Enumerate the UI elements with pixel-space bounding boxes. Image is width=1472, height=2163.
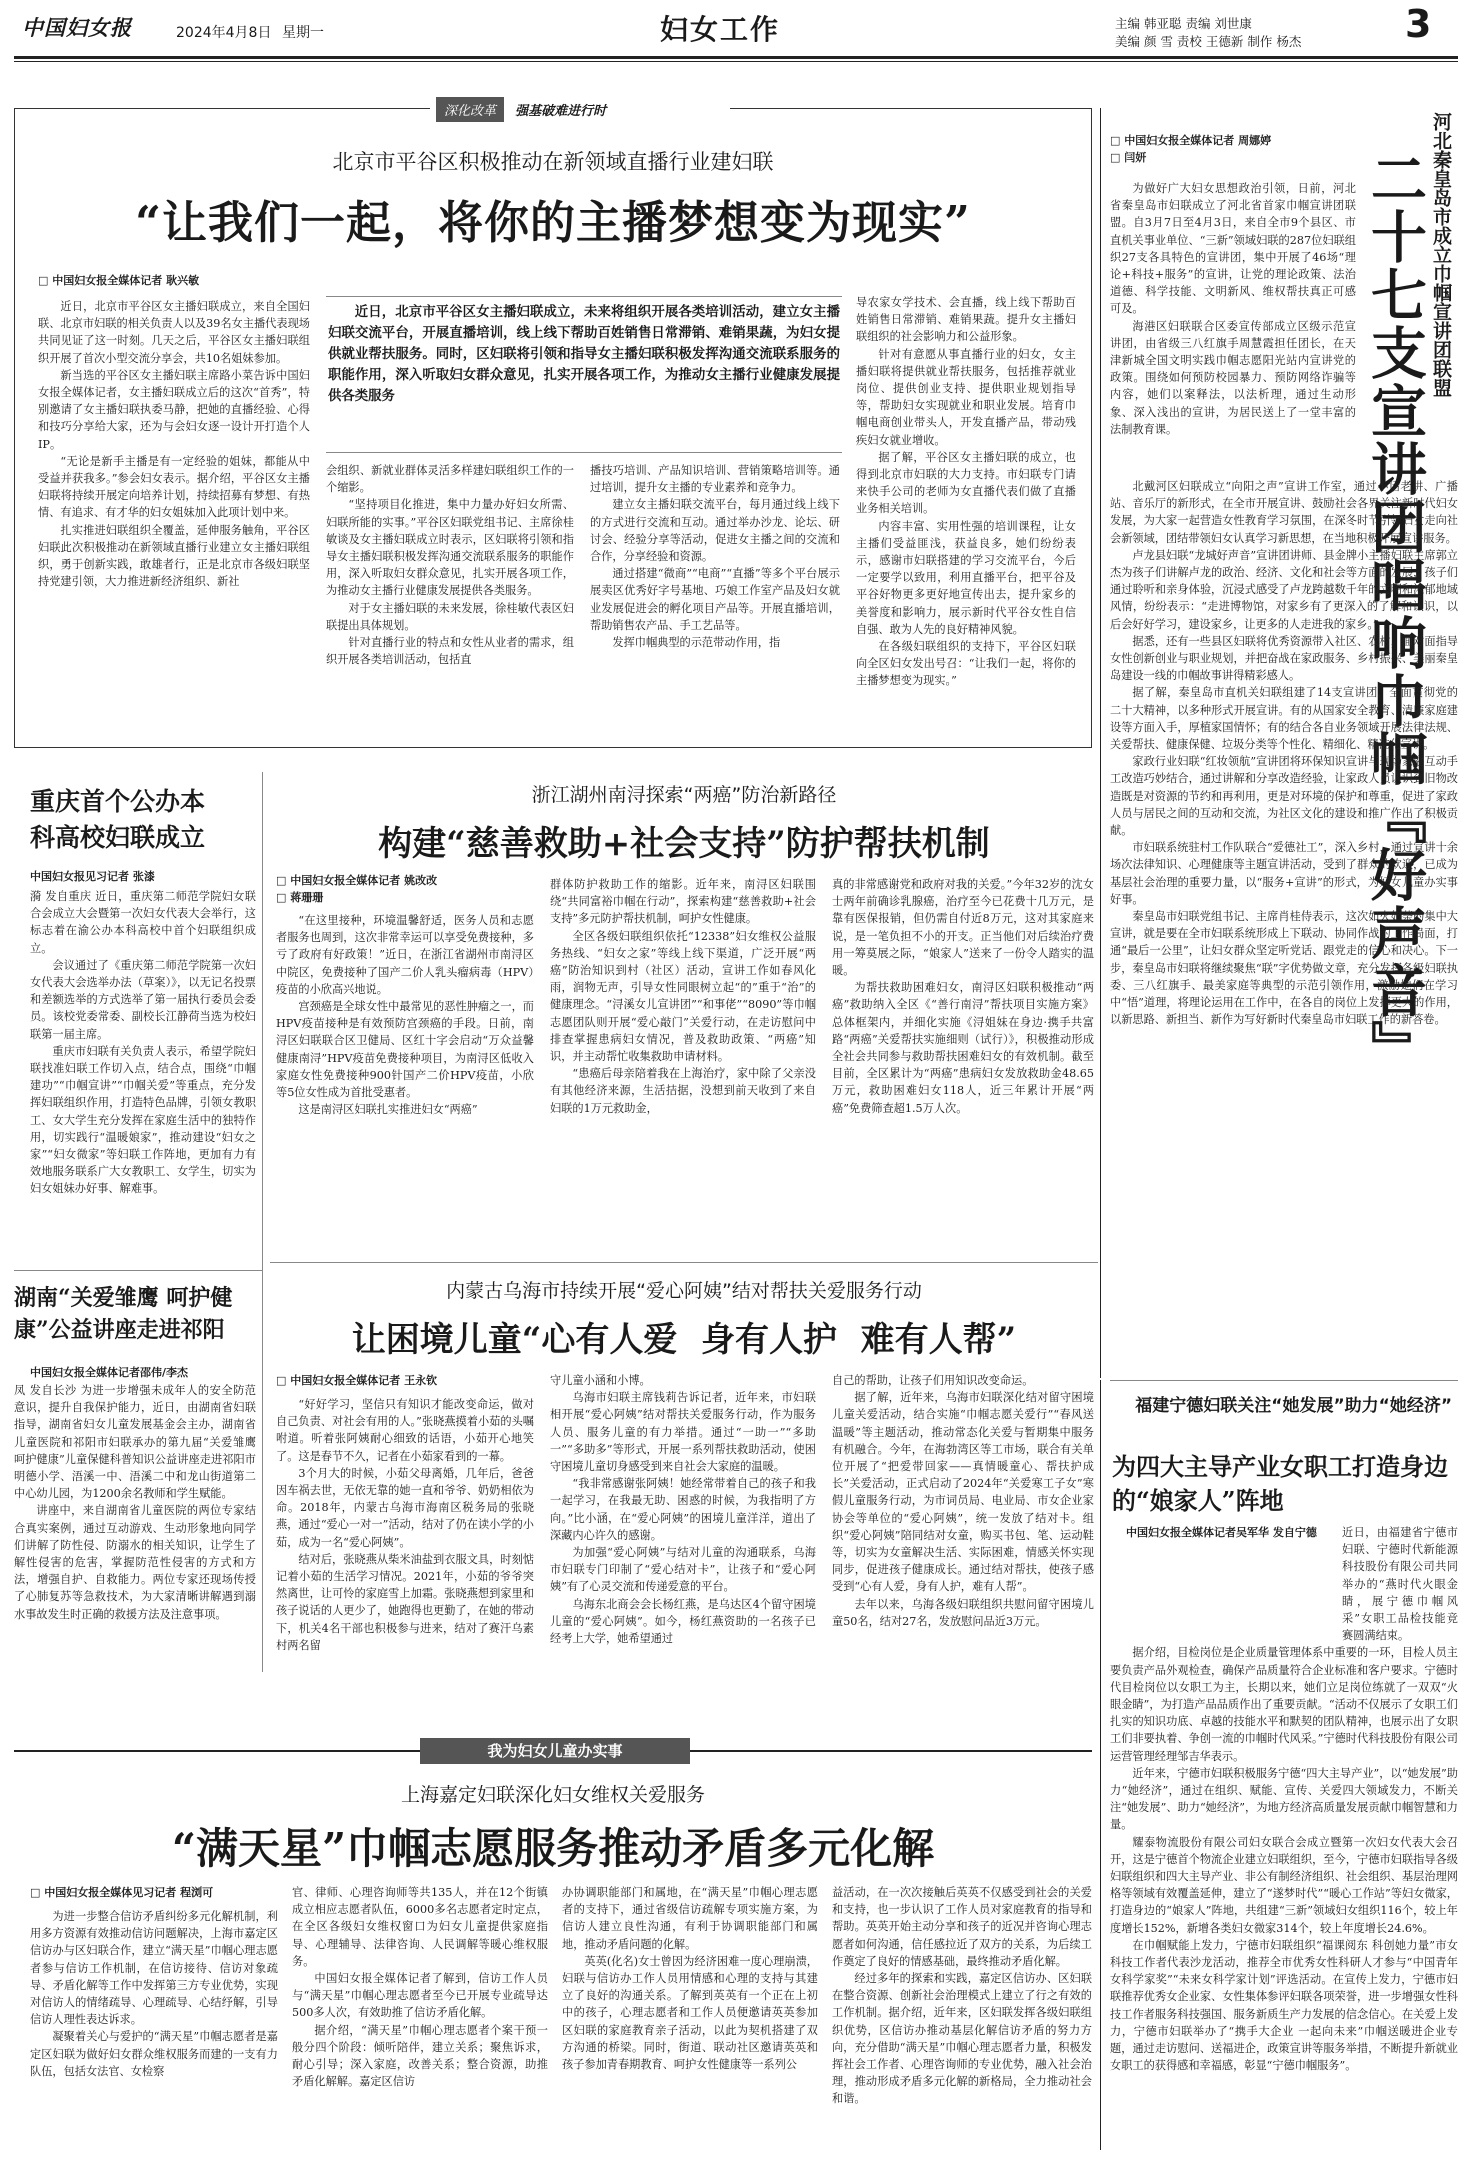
byline-square-icon: □ xyxy=(38,274,53,287)
masthead-weekday: 星期一 xyxy=(282,25,324,41)
a4-subtitle: 浙江湖州南浔探索“两癌”防治新路径 xyxy=(531,784,837,806)
a6-rule xyxy=(270,1262,1098,1263)
a5-body: 凤 发自长沙 为进一步增强未成年人的安全防范意识，提升自我保护能力，近日，由湖南省妇联指导，湖南省妇女儿童发展基金会主办，湖南省儿童医院和祁阳市妇联承办的第九届“关爱雏鹰 呵护健康”儿童保健科普知识公益讲座走进祁阳市明德小学、浯溪一中、浯溪二中和龙山街道第二中心幼儿园，为1200余名教师和学生赋能。 讲座中，来自湖南省儿童医院的两位专家结合真实案例，通过互动游戏、生动形象地向同学们讲解了防性侵、防溺水的相关知识，让学生了解性侵害的危害，掌握防范性侵害的方式和方法，增强自护、自救能力。两位专家还现场传授了心肺复苏等急救技术，为大家清晰讲解遇到溺水事故发生时正确的救援方法及注意事项。 xyxy=(14,1384,256,1621)
a2-body-lower: 北戴河区妇联成立“向阳之声”宣讲工作室，通过小话老讲、广播站、音乐厅的新形式，在全市开展宣讲、鼓励社会各界关注新时代妇女发展，为大家一起营造女性教育学习氛围，在深冬时节引领妇女走向社会新领域，团结带领妇女认真学习新思想，在当地积极开展宣讲服务。 卢龙县妇联“龙城好声音”宣讲团讲师、县金牌小主播妇联主席郭立杰为孩子们讲解卢龙的政治、经济、文化和社会等方面的发展，孩子们通过聆听和亲身体验，沉浸式感受了卢龙跨越数千年的文明和浓郁地域风情，纷纷表示：“走进博物馆，对家乡有了更深入的了解和认识，以后会好好学习，建设家乡，让更多的人走进我的家乡。” 据悉，还有一些县区妇联将优秀资源带入社区、农村，面对面指导女性创新创业与职业规划，并把奋战在家政服务、乡村振兴、美丽秦皇岛建设一线的巾帼故事讲得精彩感人。 据了解，秦皇岛市直机关妇联组建了14支宣讲团，全面贯彻党的二十大精神，以多种形式开展宣讲。有的从国家安全教育、清廉家庭建设等方面入手，厚植家国情怀；有的结合各自业务领域开展法律法规、关爱帮扶、健康保健、垃圾分类等个性化、精细化、精准化宣讲。 家政行业妇联“红妆领航”宣讲团将环保知识宣讲与现场家庭互动手工改造巧妙结合，通过讲解和分享改造经验，让家政人员认识到旧物改造既是对资源的节约和再利用，更是对环境的保护和尊重，促进了家政人员与居民之间的互动和交流，为社区文化的建设和推广作出了积极贡献。 市妇联系统驻村工作队联合“爱德社工”，深入乡村，通过宣讲十余场次法律知识、心理健康等主题宣讲活动，受到了群众的欢迎，已成为基层社会治理的重要力量，以“服务+宣讲”的形式，为妇女儿童办实事好事。 秦皇岛市妇联党组书记、主席肖桂侍表示，这次如火如荼的集中大宣讲，就是要在全市妇联系统形成上下联动、协同作战的工作局面，打通“最后一公里”，让妇女群众坚定听党话、跟党走的信心和决心。下一步，秦皇岛市妇联将继续聚焦“联”字优势做文章，充分发挥各级妇联执委、三八红旗手、最美家庭等典型的示范引领作用，激励她们在学习中“悟”道理，将理论运用在工作中，在各自的岗位上发挥更大的作用，以新思路、新担当、新作为写好新时代秦皇岛市妇联工作的新答卷。 xyxy=(1110,480,1458,1027)
editor-credits-line2: 美编 颜 雪 责校 王德新 制作 杨杰 xyxy=(1115,34,1302,49)
a8-byline: □ 中国妇女报全媒体见习记者 程浏可 xyxy=(30,1886,214,1899)
a7-subtitle: 福建宁德妇联关注“她发展”助力“她经济” xyxy=(1135,1396,1452,1416)
masthead-rule xyxy=(14,56,1458,59)
a4-byline: □ 中国妇女报全媒体记者 姚改改 □ 蒋珊珊 xyxy=(276,874,438,904)
a3-title: 重庆首个公办本科高校妇联成立 xyxy=(30,787,206,852)
a2-title-vertical: 二十七支宣讲团唱响巾帼『好声音』 xyxy=(1362,150,1428,1078)
masthead xyxy=(0,0,1472,56)
a6-col2: 守儿童小涵和小博。 乌海市妇联主席钱莉告诉记者，近年来，市妇联相开展“爱心阿姨”结对帮扶关爱服务行动，作为服务人员、服务儿童的有力举措。通过“一助一”“多助一”“多助多”等形式，开展一系列帮扶救助活动，使困守困境儿童切身感受到来自社会大家庭的温暖。 “我非常感谢张阿姨！她经常带着自己的孩子和我一起学习，在我最无助、困惑的时候，为我指明了方向。”比小涵，在“爱心阿姨”的困境儿童洋洋，道出了深藏内心许久的感谢。 为加强“爱心阿姨”与结对儿童的沟通联系，乌海市妇联专门印制了“爱心结对卡”，让孩子和“爱心阿姨”有了心灵交流和传递爱意的平台。 乌海东北商会会长杨红燕，是乌达区4个留守困境儿童的“爱心阿姨”。如今，杨红燕资助的一名孩子已经考上大学，她希望通过 xyxy=(550,1374,816,1646)
byline-square-icon: □ xyxy=(276,891,291,904)
a6-subtitle: 内蒙古乌海市持续开展“爱心阿姨”结对帮扶关爱服务行动 xyxy=(446,1280,922,1302)
a1-col1: 近日，北京市平谷区女主播妇联成立，来自全国妇联、北京市妇联的相关负责人以及39名女主播代表现场共同见证了这一时刻。几天之后，平谷区女主播妇联组织开展了首次小型交流分享会，共10名姐妹参加。 新当选的平谷区女主播妇联主席路小菜告诉中国妇女报全媒体记者，女主播妇联成立后的这次“首秀”，特别邀请了女主播妇联执委马静，把她的直播经验、心得和技巧分享给大家，还为与会妇女逐一设计开打造个人IP。 “无论是新手主播是有一定经验的姐妹，都能从中受益并获我多。”参会妇女表示。据介绍，平谷区女主播妇联将持续开展定向培养计划，持续招募有梦想、有热情、有追求、有才华的妇女姐妹加入此项计划中来。 扎实推进妇联组织全覆盖，延伸服务触角，平谷区妇联此次积极推动在新领域直播行业建立女主播妇联组织，勇于创新实践，敢雄者行，正是北京市各级妇联坚持党建引领，大力推进新经济组织、新社 xyxy=(38,300,310,589)
a4-col2: 群体防护救助工作的缩影。近年来，南浔区妇联围绕“共同富裕巾帼在行动”，探索构建“慈善救助+社会支持”多元防护帮扶机制，呵护女性健康。 全区各级妇联组织依托“12338”妇女维权公益服务热线、“妇女之家”等线上线下渠道，广泛开展“两癌”防治知识到村（社区）活动，宣讲工作如春风化雨，润物无声，引导女性同眼树立起“的”重于“治”的健康理念。“浔溪女儿宣讲团”“和事佬”“8090”等巾帼志愿团队则开展“爱心敲门”关爱行动，在走访慰问中排查掌握患病妇女情况，普及救助政策、“两癌”知识，并主动帮忙收集救助申请材料。 “患癌后母亲陪着我在上海治疗，家中除了父亲没有其他经济来源，生活拮据，没想到前天收到了来自妇联的1万元救助金， xyxy=(550,878,816,1115)
editor-credits-line1: 主编 韩亚聪 责编 刘世康 xyxy=(1115,16,1252,31)
kicker-box xyxy=(430,97,730,121)
a5-title: 湖南“关爱雏鹰 呵护健康”公益讲座走进祁阳 xyxy=(14,1285,233,1343)
a5-byline: 中国妇女报全媒体记者邵伟/李杰 xyxy=(30,1366,189,1379)
a8-col1: 为进一步整合信访矛盾纠纷多元化解机制，利用多方资源有效推动信访问题解决，上海市嘉定区信访办与区妇联合作，建立“满天星”巾帼心理志愿者参与信访工作机制，在信访接待、信访对象疏导、矛盾化解等工作中发挥第三方专业优势，实现对信访人的情绪疏导、心理疏导、心结纾解，引导信访人理性表达诉求。 凝聚着关心与爱护的“满天星”巾帼志愿者是嘉定区妇联为做好妇女群众维权服务而建的一支有力队伍，包括女法官、女检察 xyxy=(30,1910,278,2078)
a2-byline: □ 中国妇女报全媒体记者 周娜婷 □ 闫妍 xyxy=(1110,134,1272,164)
a6-col3: 自己的帮助，让孩子们用知识改变命运。 据了解，近年来，乌海市妇联深化结对留守困境儿童关爱活动，结合实施“巾帼志愿关爱行”“春风送温暖”等主题活动，推动常态化关爱与暂期集中服务有机融合。今年，在海勃湾区等工市场，联合有关单位开展了“把爱带回家——真情暖童心、帮扶护成长”关爱活动，正式启动了2024年“关爱寒工子女”寒假儿童服务行动，为市词员局、电业局、市女企业家协会等单位的“爱心阿姨”，统一发放了结对卡。组织“爱心阿姨”陪同结对女童，购买书包、笔、运动鞋等，切实为女童解决生活、实际困难，情感关怀实现同步，促进孩子健康成长。通过结对帮扶，使孩子感受到“心有人爱，身有人护，难有人帮”。 去年以来，乌海各级妇联组织共慰问留守困境儿童50名，结对27名，发放慰问品近3万元。 xyxy=(832,1374,1094,1628)
a1-summary-rule-bottom xyxy=(326,452,842,453)
page-number: 3 xyxy=(1405,2,1432,46)
a7-title: 为四大主导产业女职工打造身边的“娘家人”阵地 xyxy=(1112,1452,1448,1515)
a1-col3: 播技巧培训、产品知识培训、营销策略培训等。通过培训，提升女主播的专业素养和竞争力。 建立女主播妇联交流平台，每月通过线上线下的方式进行交流和互动。通过举办沙龙、论坛、研讨会、经验分享等活动，促进女主播之间的交流和合作，分享经验和资源。 通过搭建“微商”“电商”“直播”等多个平台展示展卖区优秀好字号基地、巧娘工作室产品及妇女就业发展促进会的孵化项目产品等。开展直播培训，帮助销售农产品、手工艺品等。 发挥巾帼典型的示范带动作用，指 xyxy=(590,464,840,650)
section-title: 妇女工作 xyxy=(660,13,781,46)
masthead-logo: 中国妇女报 xyxy=(22,15,132,40)
a6-col1: “好好学习，坚信只有知识才能改变命运，做对自己负责、对社会有用的人。”张晓燕摸着小茹的头嘱咐道。听着张阿姨耐心细致的话语，小茹开心地笑了。这是春节不久，记者在小茹家看到的一幕。 3个月大的时候，小茹父母离婚，几年后，爸爸因车祸去世，无依无靠的她一直和爷爷、奶奶相依为命。2018年，内蒙古乌海市海南区税务局的张晓燕，通过“爱心一对一”活动，结对了仍在读小学的小茹，成为一名“爱心阿姨”。 结对后，张晓燕从柴米油盐到衣服文具，时刻惦记着小茹的生活学习情况。2021年，小茹的爷爷突然离世，让可怜的家庭雪上加霜。张晓燕想到家里和孩子说话的人更少了，她跑得也更勤了，在她的带动下，机关4名干部也积极参与进来，结对了赛汗乌素村两名留 xyxy=(276,1398,534,1652)
byline-square-icon: □ xyxy=(1110,134,1125,147)
a4-col1: “在这里接种，环境温馨舒适，医务人员和志愿者服务也周到，这次非常幸运可以享受免费接种，多亏了政府有好政策！”近日，在浙江省湖州市南浔区中院区，免费接种了国产二价人乳头瘤病毒（HPV）疫苗的小欣高兴地说。 宫颈癌是全球女性中最常见的恶性肿瘤之一，而HPV疫苗接种是有效预防宫颈癌的手段。日前，南浔区妇联联合区卫健局、区红十字会启动“万众益馨 健康南浔”HPV疫苗免费接种项目，为南浔区低收入家庭女性免费接种900针国产二价HPV疫苗，小欣等5位女性成为首批受惠者。 这是南浔区妇联扎实推进妇女“两癌” xyxy=(276,914,534,1117)
a8-col4: 益活动，在一次次接触后英英不仅感受到社会的关爱和支持，也一步认识了工作人员对家庭教育的指导和帮助。英英开始主动分享和孩子的近况并咨询心理志愿者如何沟通，信任感拉近了双方的关系，为后续工作奠定了良好的情感基础，最终推动矛盾化解。 经过多年的探索和实践，嘉定区信访办、区妇联在整合资源、创新社会治理模式上建立了行之有效的工作机制。据介绍，近年来，区妇联发挥各级妇联组织优势，区信访办推动基层化解信访矛盾的努力方向，充分借助“满天星”巾帼心理志愿者力量，积极发挥社会工作者、心理咨询师的专业优势，融入社会治理，推动形成矛盾多元化解的新格局，全力推动社会和谐。 xyxy=(832,1886,1092,2106)
a7-body: 近日，由福建省宁德市妇联、宁德时代新能源科技股份有限公司共同举办的“燕时代火眼金睛，展宁德巾帼风采”女职工品检技能竞赛圆满结束。 据介绍，目检岗位是企业质量管理体系中重要的一环，目检人员主要负责产品外观检查，确保产品质量符合企业标准和客户要求。宁德时代目检岗位以女职工为主，长期以来，她们立足岗位练就了一双双“火眼金睛”，为打造产品品质作出了重要贡献。“活动不仅展示了女职工们扎实的知识功底、卓越的技能水平和默契的团队精神，也展示出了女职工们非要执着、争创一流的巾帼时代风采。”宁德时代科技股份有限公司运营管理经理邹吉华表示。 近年来，宁德市妇联积极服务宁德“四大主导产业”，以“她发展”助力“她经济”，通过在组织、赋能、宣传、关爱四大领域发力，不断关注“她发展”、助力“她经济”，为地方经济高质量发展贡献巾帼智慧和力量。 耀泰物流股份有限公司妇女联合会成立暨第一次妇女代表大会召开，这是宁德首个物流企业建立妇联组织，至今，宁德市妇联指导各级妇联组织和四大主导产业、非公有制经济组织、社会组织、基层治理网格等领域有效覆盖延伸，建立了“遂梦时代”“暖心工作站”等妇女微家，打造身边的“娘家人”阵地，共组建“三新”领域妇女组织116个，较上年度增长152%，新增各类妇女微家314个，较上年度增长24.6%。 在巾帼赋能上发力，宁德市妇联组织“福课阅东 科创她力量”市女科技工作者代表沙龙活动，推荐全市优秀女性科研人才参与“中国青年女科学家奖”“未来女科学家计划”评选活动。在宣传上发力，宁德市妇联推荐优秀女企业家、女性集体参评妇联各项荣誉，进一步增强女性科技工作者服务科技强国、服务新质生产力发展的信念信心。在关爱上发力，宁德市妇联举办了“携手大企业 一起向未来”巾帼送暖进企业专题，通过走访慰问、送福进企，政策宣讲等服务举措，不断提升新就业女职工的获得感和幸福感，彰显“宁德巾帼服务”。 xyxy=(1110,1526,1458,2073)
a6-title: 让困境儿童“心有人爱 身有人护 难有人帮” xyxy=(351,1320,1017,1360)
byline-square-icon: □ xyxy=(30,1886,45,1899)
masthead-date: 2024年4月8日 xyxy=(176,25,272,41)
a8-col3: 办协调职能部门和属地，在“满天星”巾帼心理志愿者的支持下，通过省级信访疏解专项实施方案，为信访人建立良性沟通，有利于协调职能部门和属地，推动矛盾问题的化解。 英英(化名)女士曾因为经济困难一度心理崩溃，妇联与信访办工作人员用情感和心理的支持与其建立了良好的沟通关系。了解到英英有一个正在上初中的孩子，心理志愿者和工作人员便邀请英英参加区妇联的家庭教育亲子活动，以此为契机搭建了双方沟通的桥梁。同时，街道、联动社区邀请英英和孩子参加青春期教育、呵护女性健康等一系列公 xyxy=(562,1886,818,2072)
a1-subtitle: 北京市平谷区积极推动在新领域直播行业建妇联 xyxy=(332,150,774,174)
a6-byline: □ 中国妇女报全媒体记者 王永钦 xyxy=(276,1374,438,1387)
kicker-sub: 强基破难进行时 xyxy=(515,104,607,119)
right-col-separator xyxy=(1100,108,1101,1378)
a1-col4: 导农家女学技术、会直播，线上线下帮助百姓销售日常滞销、难销果蔬。提升女主播妇联组织的社会影响力和公益形象。 针对有意愿从事直播行业的妇女，女主播妇联将提供就业帮扶服务，包括推荐就业岗位、提供创业支持、提供职业规划指导等，帮助妇女实现就业和职业发展。培育巾帼电商创业带头人，开发直播产品，带动残疾妇女就业增收。 据了解，平谷区女主播妇联的成立，也得到北京市妇联的大力支持。市妇联专门请来快手公司的老师为女直播代表们做了直播业务相关培训。 内容丰富、实用性强的培训课程，让女主播们受益匪浅，获益良多，她们纷纷表示，感谢市妇联搭建的学习交流平台，今后一定要学以致用，利用直播平台，把平谷及平谷好物更多更好地宣传出去，提升家乡的美誉度和影响力，展示新时代平谷女性自信自强、敢为人先的良好精神风貌。 在各级妇联组织的支持下，平谷区妇联向全区妇女发出号召：“让我们一起，将你的主播梦想变为现实。” xyxy=(856,296,1076,688)
a2-body: 为做好广大妇女思想政治引领，日前，河北省秦皇岛市妇联成立了河北省首家巾帼宣讲团联盟。自3月7日至4月3日，来自全市9个县区、市直机关事业单位、“三新”领域妇联的287位妇联组织27支各具特色的宣讲团，集中开展了46场“理论+科技+服务”的宣讲，让党的理论政策、法治道德、科学技能、文明新风、维权帮扶真正可感可及。 海港区妇联联合区委宣传部成立区级示范宣讲团，由省级三八红旗手周慧霞担任团长，在天津新城全国文明实践巾帼志愿阳光站内宣讲党的政策。围绕如何预防校园暴力、预防网络诈骗等内容，她们以案释法，以法析理，通过生动形象、深入浅出的宣讲，为居民送上了一堂丰富的法制教育课。 xyxy=(1110,182,1356,436)
a5-rule xyxy=(14,1270,262,1271)
a1-title: “让我们一起，将你的主播梦想变为现实” xyxy=(135,196,971,249)
a7-byline: 中国妇女报全媒体记者吴军华 发自宁德 xyxy=(1126,1526,1317,1539)
a8-col2: 官、律师、心理咨询师等共135人，并在12个街镇成立相应志愿者队伍，6000多名志愿者定时定点，在全区各级妇女维权窗口为妇女儿童提供家庭指导、心理辅导、法律咨询、人民调解等暖心维权服务。 中国妇女报全媒体记者了解到，信访工作人员与“满天星”巾帼心理志愿者至今已开展专业疏导达500多人次，有效助推了信访矛盾化解。 据介绍，“满天星”巾帼心理志愿者个案干预一般分四个阶段：倾听陪伴，建立关系；聚焦诉求，耐心引导；深入家庭，改善关系；整合资源，助推矛盾化解解。嘉定区信访 xyxy=(292,1886,548,2089)
kicker-tag: 深化改革 xyxy=(436,97,504,122)
a4-col3: 真的非常感谢党和政府对我的关爱。”今年32岁的沈女士两年前确诊乳腺癌，治疗至今已花费十几万元，是靠有医保报销，但仍需自付近8万元，这对其家庭来说，是一笔负担不小的开支。正当他们对后续治疗费用一筹莫展之际，“娘家人”送来了一份令人踏实的温暖。 为帮扶救助困难妇女，南浔区妇联积极推动“两癌”救助纳入全区《“善行南浔”帮扶项目实施方案》总体框架内，并细化实施《浔姐妹在身边·携手共富路“两癌”关爱帮扶实施细则（试行）》，积极推动形成全社会共同参与救助帮扶困难妇女的有效机制。截至目前，全区累计为“两癌”患病妇女发放救助金48.65万元，救助困难妇女118人，近三年累计开展“两癌”免费筛查超1.5万人次。 xyxy=(832,878,1094,1115)
byline-square-icon: □ xyxy=(276,874,291,887)
byline-square-icon: □ xyxy=(276,1374,291,1387)
a1-summary: 近日，北京市平谷区女主播妇联成立，未来将组织开展各类培训活动，建立女主播妇联交流平台，开展直播培训，线上线下帮助百姓销售日常滞销、难销果蔬，为妇女提供就业帮扶服务。同时，区妇联将引领和指导女主播妇联积极发挥沟通交流联系服务的职能作用，深入听取妇女群众意见，扎实开展各项工作，为推动女主播行业健康发展提供各类服务 xyxy=(328,305,840,404)
masthead-rule-thin xyxy=(14,61,1458,62)
a2-subtitle-vertical: 河北秦皇岛市成立巾帼宣讲团联盟 xyxy=(1430,112,1452,397)
a3-body: 漪 发自重庆 近日，重庆第二师范学院妇女联合会成立大会暨第一次妇女代表大会举行，这标志着在渝公办本科高校中首个妇联组织成立。 会议通过了《重庆第二师范学院第一次妇女代表大会选举办法（草案）》，以无记名投票和差额选举的方式选举了第一届执行委员会委员。该校党委常委、副校长江静荷当选为校妇联第一届主席。 重庆市妇联有关负责人表示，希望学院妇联找准妇联工作切入点，结合点，围绕“巾帼建功”“巾帼宣讲”“巾帼关爱”等重点，充分发挥妇联组织作用，打造特色品牌，引领女教职工、女大学生充分发挥在家庭生活中的独特作用，切实践行“温暖娘家”，推动建设“妇女之家”“妇女微家”等妇联工作阵地，更加有力有效地服务联系广大女教职工、女学生，切实为妇女姐妹办好事、解难事。 xyxy=(30,890,256,1196)
a8-banner: 我为妇女儿童办实事 xyxy=(420,1738,690,1764)
a1-byline: □ 中国妇女报全媒体记者 耿兴敏 xyxy=(38,274,200,287)
a8-title: “满天星”巾帼志愿服务推动矛盾多元化解 xyxy=(171,1824,935,1873)
right-col-separator-lower xyxy=(1100,1380,1101,2150)
left-col-separator xyxy=(262,772,263,1672)
a1-col2: 会组织、新就业群体灵活多样建妇联组织工作的一个缩影。 “坚持项目化推进，集中力量办好妇女所需、妇联所能的实事。”平谷区妇联党组书记、主席徐桂敏谈及女主播妇联成立时表示，区妇联将引领和指导女主播妇联积极发挥沟通交流联系服务的职能作用，深入听取妇女群众意见，扎实开展各项工作，为推动女主播行业健康发展提供各类服务。 对于女主播妇联的未来发展，徐桂敏代表区妇联提出具体规划。 针对直播行业的特点和女性从业者的需求，组织开展各类培训活动，包括直 xyxy=(326,464,574,667)
a3-byline: 中国妇女报见习记者 张漆 xyxy=(30,870,155,883)
a7-rule xyxy=(1110,1380,1458,1381)
a1-summary-rule-top xyxy=(326,296,842,297)
a4-title: 构建“慈善救助+社会支持”防护帮扶机制 xyxy=(378,824,990,864)
a8-subtitle: 上海嘉定妇联深化妇女维权关爱服务 xyxy=(400,1784,705,1806)
byline-square-icon: □ xyxy=(1110,151,1125,164)
